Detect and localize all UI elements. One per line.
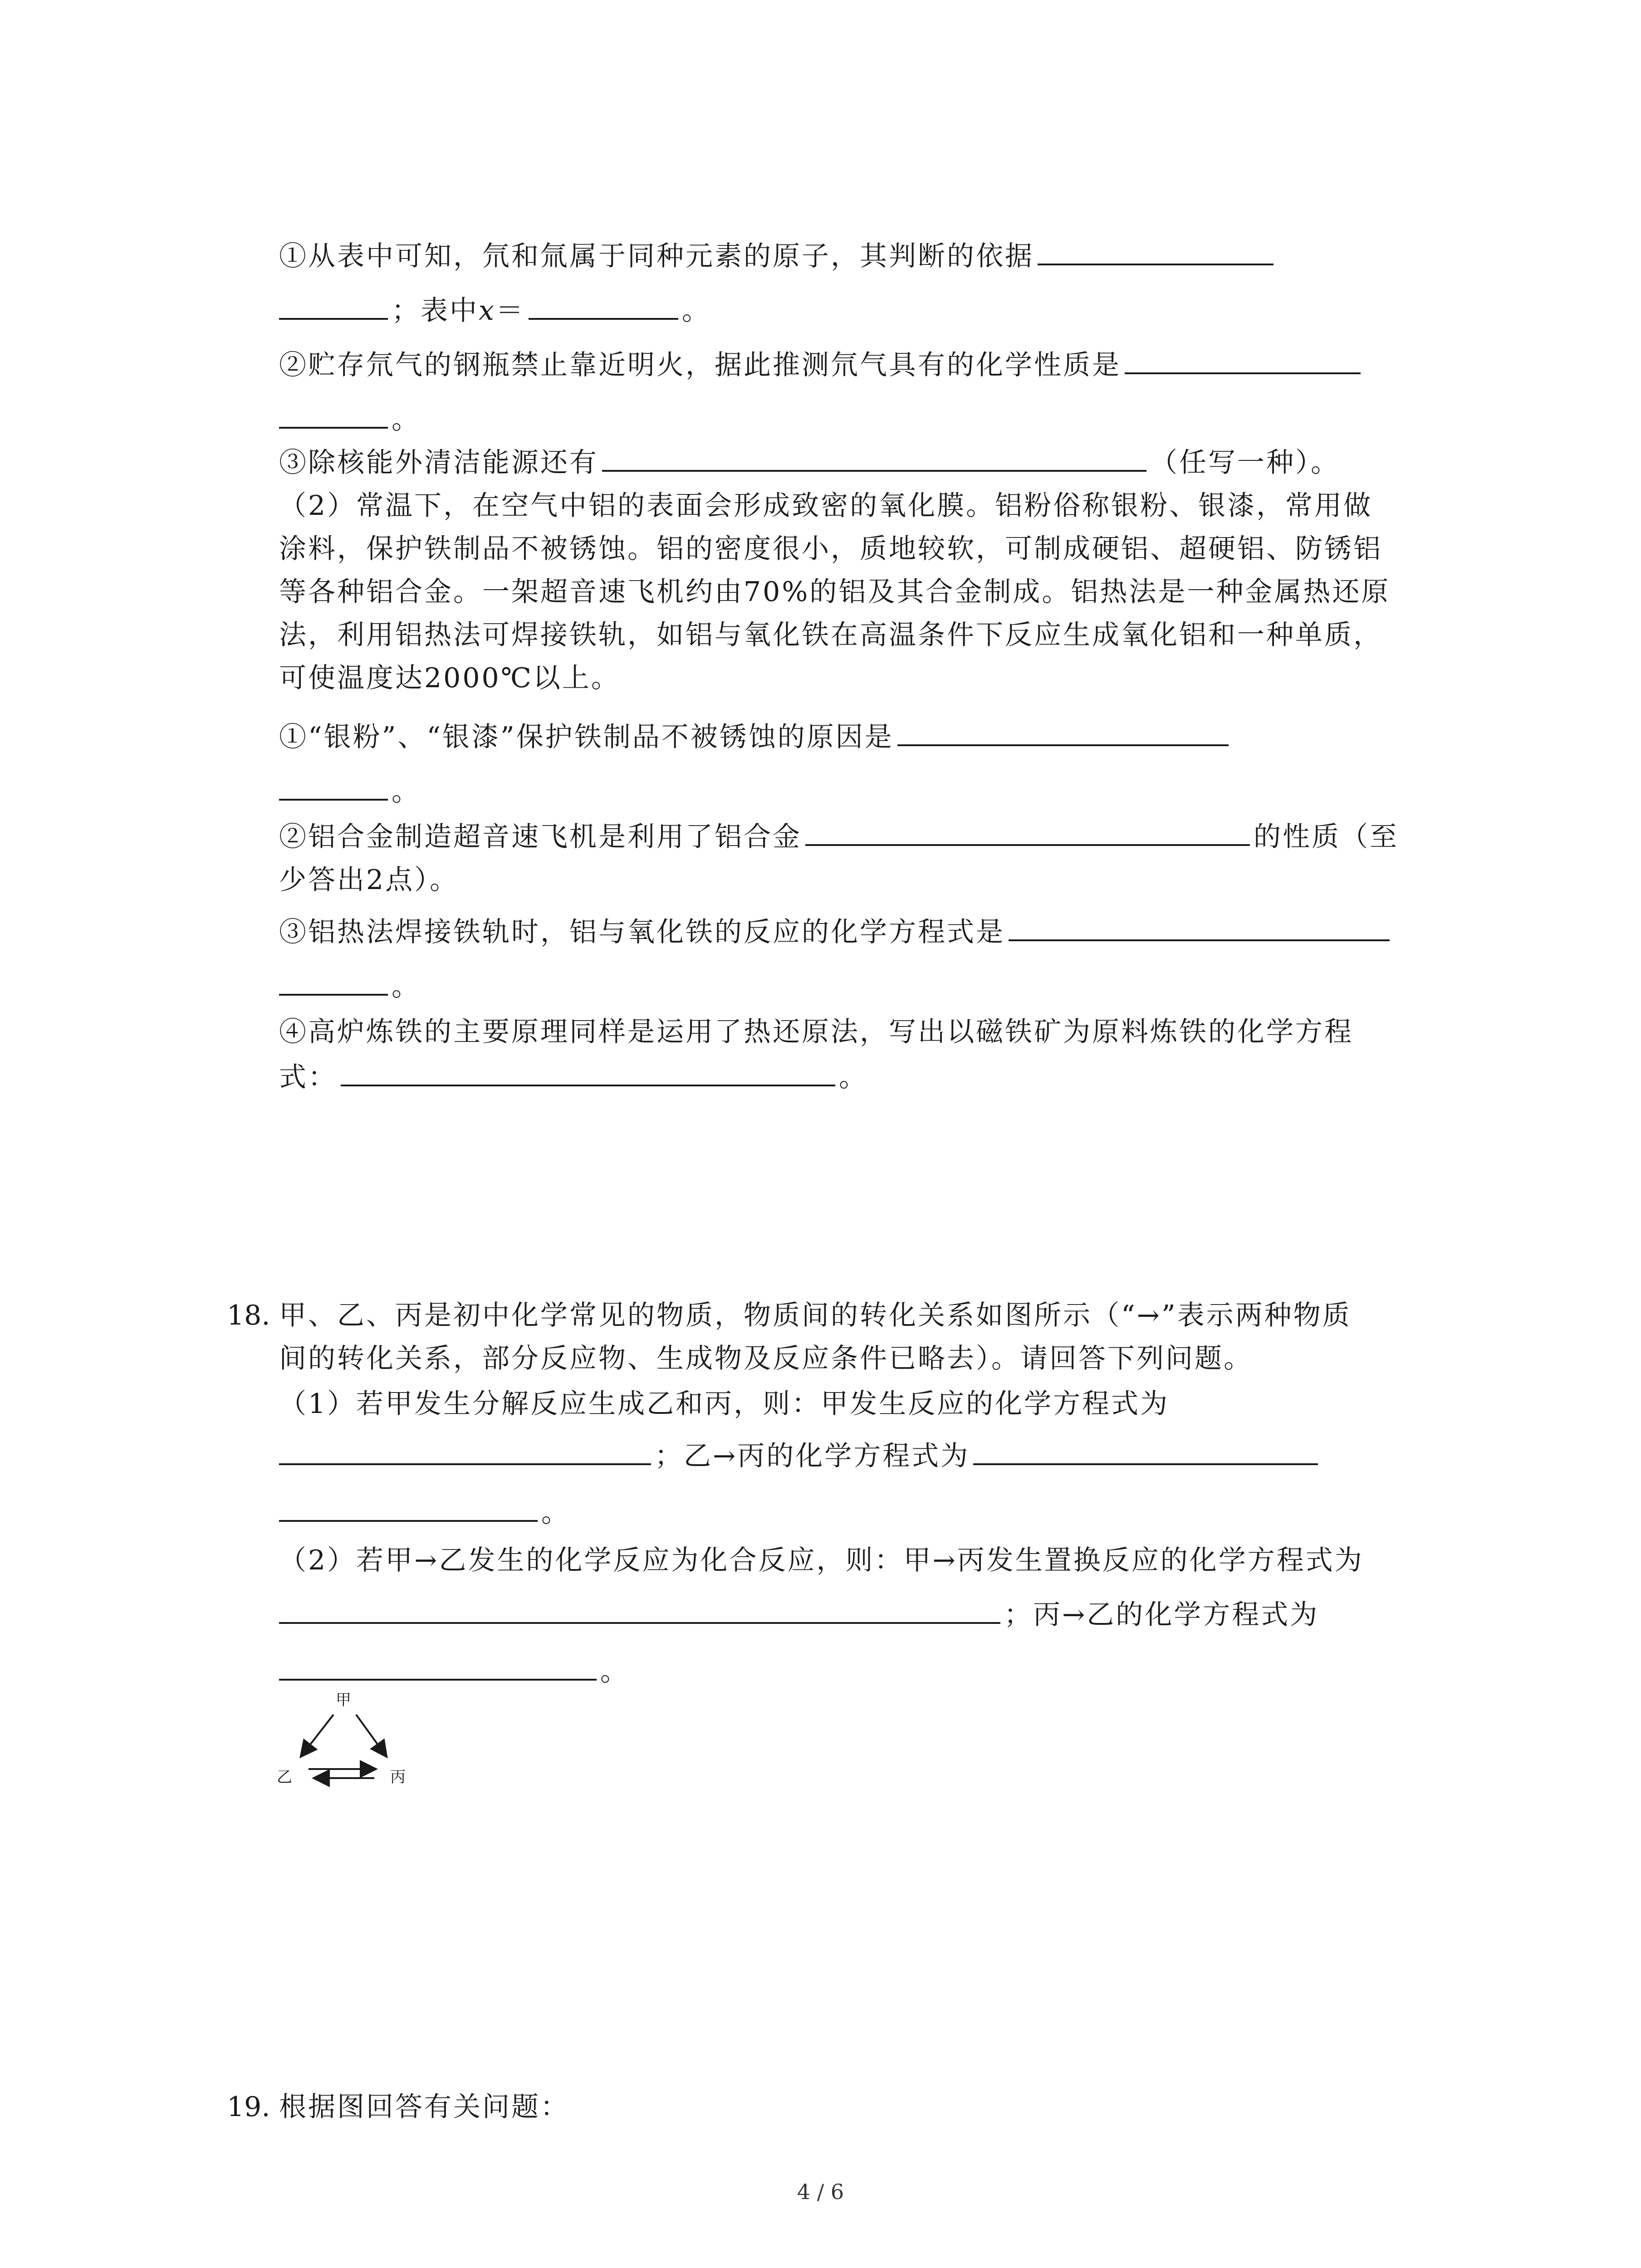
text-fragment: 。 (681, 295, 711, 327)
text-fragment: 。 (392, 971, 421, 1002)
node-bing: 丙 (390, 1768, 406, 1786)
q17-line-3 (279, 345, 1364, 386)
arrow-jia-to-yi (302, 1715, 333, 1755)
q17-part2-sub1 (279, 717, 1232, 758)
answer-blank[interactable] (279, 1493, 538, 1522)
answer-blank[interactable] (279, 1652, 597, 1681)
q17-part2-sub2-cont: 少答出2点）。 (279, 864, 459, 896)
node-yi: 乙 (277, 1768, 292, 1786)
answer-blank[interactable] (279, 967, 388, 996)
text-fragment: 。 (600, 1656, 629, 1687)
text-fragment: 式： (279, 1061, 337, 1093)
q17-part2-sub2 (279, 816, 1399, 857)
text-fragment: 。 (392, 404, 421, 435)
text-fragment: 。 (392, 776, 421, 807)
q17-part2-line-1: （2）常温下，在空气中铝的表面会形成致密的氧化膜。铝粉俗称银粉、银漆，常用做 (279, 490, 1373, 522)
answer-blank[interactable] (529, 291, 678, 320)
q17-part2-line-5: 可使温度达2000℃以上。 (279, 662, 620, 694)
answer-blank[interactable] (279, 400, 388, 429)
q18-stem-line-1: 甲、乙、丙是初中化学常见的物质，物质间的转化关系如图所示（“→”表示两种物质 (279, 1300, 1352, 1331)
answer-blank[interactable] (279, 772, 388, 801)
answer-blank[interactable] (1038, 236, 1274, 265)
q17-line-2 (279, 290, 711, 331)
q17-part2-sub3 (279, 912, 1393, 953)
answer-blank[interactable] (341, 1057, 835, 1086)
q17-line-1 (279, 236, 1277, 277)
answer-blank[interactable] (897, 717, 1229, 746)
text-fragment: ；乙→丙的化学方程式为 (655, 1440, 970, 1472)
answer-blank[interactable] (805, 817, 1250, 846)
q17-part2-line-2: 涂料，保护铁制品不被锈蚀。铝的密度很小，质地较软，可制成硬铝、超硬铝、防锈铝 (279, 533, 1382, 565)
question-number: 19. (227, 2091, 270, 2123)
answer-blank[interactable] (1009, 912, 1390, 941)
q17-sub2-text: ②贮存氘气的钢瓶禁止靠近明火，据此推测氘气具有的化学性质是 (279, 349, 1121, 381)
q17-line-4 (279, 399, 421, 440)
q17-part2-sub3-cont (279, 966, 421, 1007)
q17-part2-sub4-cont (279, 1057, 868, 1098)
q18-part1-blanks (279, 1436, 1322, 1476)
q19-stem: 根据图回答有关问题： (279, 2091, 569, 2123)
answer-blank[interactable] (973, 1436, 1318, 1465)
question-number: 18. (227, 1300, 270, 1331)
text-fragment: ①“银粉”、“银漆”保护铁制品不被锈蚀的原因是 (279, 721, 894, 753)
text-fragment: 。 (839, 1061, 868, 1093)
text-fragment: ②铝合金制造超音速飞机是利用了铝合金 (279, 821, 802, 853)
q18-part2-text: （2）若甲→乙发生的化学反应为化合反应，则：甲→丙发生置换反应的化学方程式为 (279, 1545, 1364, 1576)
node-jia: 甲 (336, 1691, 351, 1709)
answer-blank[interactable] (279, 1436, 651, 1465)
q17-line-5 (279, 442, 1340, 483)
text-fragment: 。 (541, 1497, 570, 1529)
q18-part2-blanks (279, 1594, 1319, 1635)
q17-sub1-text: ①从表中可知，氘和氚属于同种元素的原子，其判断的依据 (279, 240, 1034, 272)
answer-blank[interactable] (279, 1595, 1000, 1624)
page-number: 4 / 6 (797, 2180, 844, 2204)
q17-part2-sub1-cont (279, 771, 421, 812)
text-fragment: （任写一种）。 (1150, 447, 1340, 479)
text-fragment: ③铝热法焊接铁轨时，铝与氧化铁的反应的化学方程式是 (279, 916, 1005, 948)
text-fragment: ＝ (495, 295, 525, 327)
q18-part1-blank-cont (279, 1492, 570, 1533)
conversion-diagram (254, 1687, 436, 1801)
variable-x: x (479, 295, 496, 327)
q17-part2-line-3: 等各种铝合金。一架超音速飞机约由70%的铝及其合金制成。铝热法是一种金属热还原 (279, 576, 1391, 608)
q17-sub3-text: ③除核能外清洁能源还有 (279, 447, 598, 479)
q18-stem-line-2: 间的转化关系，部分反应物、生成物及反应条件已略去）。请回答下列问题。 (279, 1343, 1253, 1374)
text-fragment: ；丙→乙的化学方程式为 (1004, 1599, 1319, 1631)
text-fragment: ；表中 (392, 295, 479, 327)
diagram-arrows (254, 1687, 436, 1801)
q17-part2-sub4: ④高炉炼铁的主要原理同样是运用了热还原法，写出以磁铁矿为原料炼铁的化学方程 (279, 1016, 1353, 1048)
q18-part2-blank-cont (279, 1651, 629, 1692)
answer-blank[interactable] (1125, 345, 1361, 374)
q17-part2-line-4: 法，利用铝热法可焊接铁轨，如铝与氧化铁在高温条件下反应生成氧化铝和一种单质， (279, 619, 1382, 651)
text-fragment: 的性质（至 (1254, 821, 1399, 853)
q18-part1-text: （1）若甲发生分解反应生成乙和丙，则：甲发生反应的化学方程式为 (279, 1388, 1170, 1420)
answer-blank[interactable] (279, 291, 388, 320)
answer-blank[interactable] (602, 443, 1146, 472)
arrow-jia-to-bing (356, 1715, 386, 1755)
